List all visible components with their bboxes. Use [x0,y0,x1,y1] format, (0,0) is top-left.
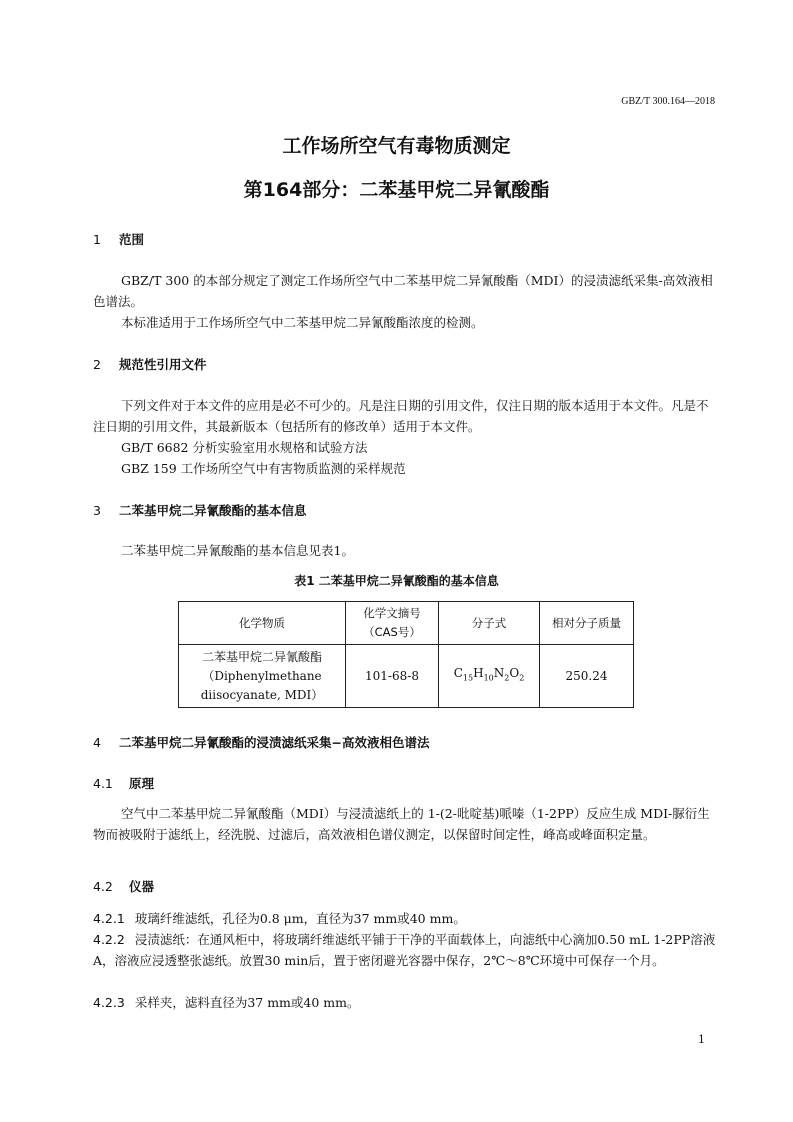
table-header-row [179,602,634,645]
basic-info-table [178,601,634,708]
header-substance: 化学物质 [179,602,346,645]
header-cas [346,602,439,645]
item-text: 浸渍滤纸：在通风柜中，将玻璃纤维滤纸平铺于干净的平面载体上，向滤纸中心滴加0.50 mL 1-2PP溶液A，溶液应浸透整张滤纸。放置30 min后，置于密闭避光容器中保存，2℃～8℃环境中可保存一个月。 [93,932,716,968]
paragraph-text: 下列文件对于本文件的应用是必不可少的。凡是注日期的引用文件，仅注日期的版本适用于本文件。凡是不注日期的引用文件，其最新版本（包括所有的修改单）适用于本文件。 [93,398,709,434]
section-3-heading [93,501,307,519]
substance-name-cn: 二苯基甲烷二异氰酸酯 [201,649,322,664]
header-mass: 相对分子质量 [540,602,634,645]
section-title: 范围 [119,232,145,247]
section-number: 3 [93,503,101,518]
item-number: 4.2.3 [93,995,125,1010]
section-title: 二苯基甲烷二异氰酸酯的基本信息 [119,503,307,518]
substance-name-en-2: diisocyanate, MDI） [200,687,324,702]
substance-name-en-1: （Diphenylmethane [202,668,322,683]
section-3-paragraph-1: 二苯基甲烷二异氰酸酯的基本信息见表1。 [121,543,354,558]
header-formula: 分子式 [439,602,540,645]
page-number: 1 [698,1033,705,1046]
section-title: 原理 [129,776,155,791]
section-2-heading [93,355,207,373]
formula-element: H [473,666,484,681]
paragraph-text: GBZ/T 300 的本部分规定了测定工作场所空气中二苯基甲烷二异氰酸酯（MDI）的浸渍滤纸采集-高效液相色谱法。 [93,273,713,309]
section-number: 4.1 [93,776,113,791]
item-number: 4.2.1 [93,911,125,926]
item-number: 4.2.2 [93,932,125,947]
section-1-heading [93,230,144,248]
section-title: 二苯基甲烷二异氰酸酯的浸渍滤纸采集−高效液相色谱法 [119,735,430,750]
cell-cas: 101-68-8 [346,645,439,708]
instrument-item-4-2-3 [93,992,717,1013]
normative-reference-2: GBZ 159 工作场所空气中有害物质监测的采样规范 [121,461,406,476]
document-title: 工作场所空气有毒物质测定 [282,135,511,157]
table-caption: 表1 二苯基甲烷二异氰酸酯的基本信息 [294,574,499,588]
item-text: 玻璃纤维滤纸，孔径为0.8 μm，直径为37 mm或40 mm。 [134,911,466,926]
formula-count: 10 [483,673,494,683]
section-2-paragraph-1 [93,395,717,437]
section-number: 4 [93,735,101,750]
section-4-1-heading [93,774,154,792]
section-4-1-paragraph [93,803,717,845]
section-4-heading [93,733,429,751]
formula-count: 2 [504,673,510,683]
header-cas-line-2: （CAS号） [363,625,421,639]
cell-mass: 250.24 [540,645,634,708]
section-number: 1 [93,232,101,247]
formula-count: 2 [519,673,525,683]
formula-element: C [453,666,463,681]
cell-formula [439,645,540,708]
section-4-2-heading [93,877,154,895]
paragraph-text: 本标准适用于工作场所空气中二苯基甲烷二异氰酸酯浓度的检测。 [121,315,484,330]
formula-element: O [509,666,520,681]
formula-element: N [493,666,505,681]
instrument-item-4-2-1 [93,908,717,929]
header-cas-line-1: 化学文摘号 [363,606,421,620]
section-number: 4.2 [93,879,113,894]
normative-reference-1: GB/T 6682 分析实验室用水规格和试验方法 [121,440,368,455]
paragraph-text: 空气中二苯基甲烷二异氰酸酯（MDI）与浸渍滤纸上的 1-(2-吡啶基)哌嗪（1-2PP）反应生成 MDI-脲衍生物而被吸附于滤纸上，经洗脱、过滤后，高效液相色谱仪测定，以保留时间定性，峰高或峰面积定量。 [93,806,710,842]
section-title: 规范性引用文件 [119,357,207,372]
standard-code: GBZ/T 300.164—2018 [621,96,715,107]
item-text: 采样夹，滤料直径为37 mm或40 mm。 [134,995,360,1010]
section-1-paragraph-2 [93,312,717,333]
section-1-paragraph-1 [93,270,717,312]
cell-substance [179,645,346,708]
formula-count: 15 [462,673,474,683]
instrument-item-4-2-2 [93,929,717,971]
document-subtitle: 第164部分：二苯基甲烷二异氰酸酯 [243,179,550,201]
table-row [179,645,634,708]
section-number: 2 [93,357,101,372]
section-title: 仪器 [129,879,155,894]
